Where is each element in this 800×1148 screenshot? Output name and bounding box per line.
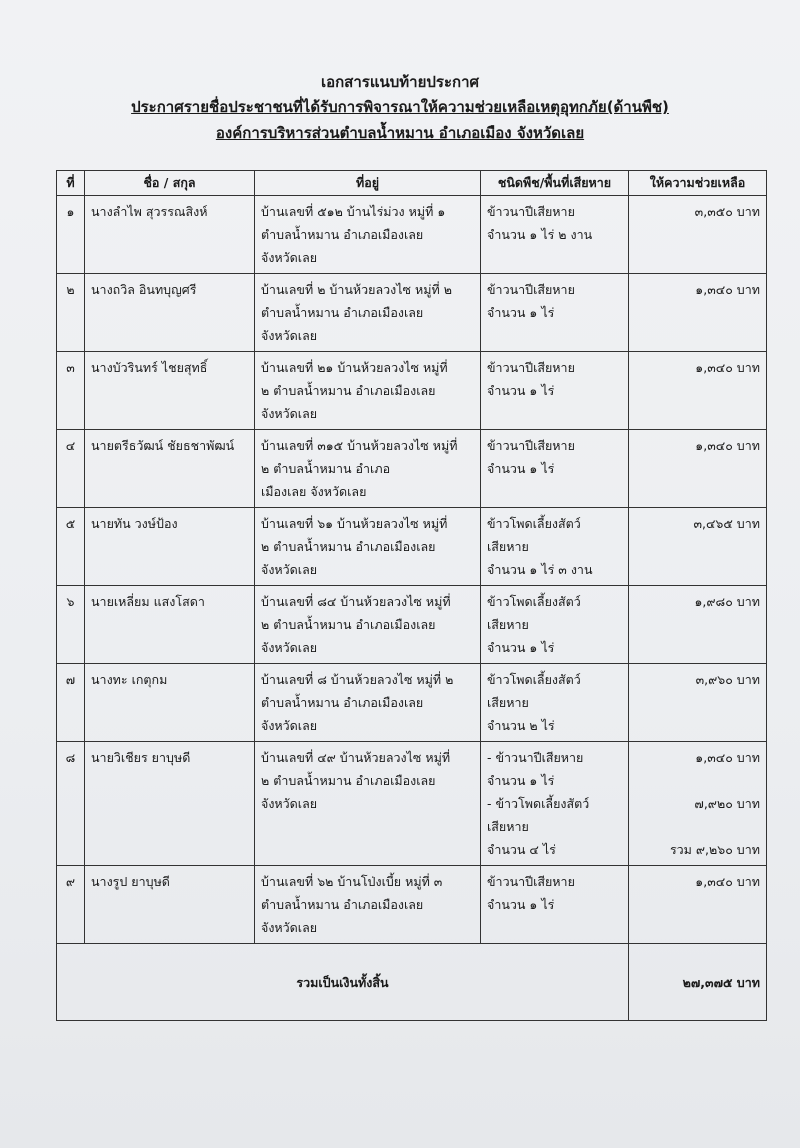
amount-cell: [629, 196, 767, 274]
damage-cell: [481, 742, 629, 866]
total-amount: ๒๗,๓๗๕ บาท: [629, 944, 767, 1021]
damage-line: จำนวน ๑ ไร่: [487, 305, 555, 320]
address-line: ๒ ตำบลน้ำหมาน อำเภอ: [261, 461, 391, 476]
damage-line: ข้าวโพดเลี้ยงสัตว์: [487, 672, 581, 687]
table-row: [57, 586, 767, 664]
address-line: บ้านเลขที่ ๒ บ้านห้วยลวงไซ หมู่ที่ ๒: [261, 282, 452, 297]
amount-value: ๓,๓๕๐ บาท: [694, 204, 760, 219]
amount-value: รวม ๙,๒๖๐ บาท: [669, 842, 760, 857]
total-label: รวมเป็นเงินทั้งสิ้น: [57, 944, 629, 1021]
amount-cell: [629, 352, 767, 430]
announcement-title: ประกาศรายชื่อประชาชนที่ได้รับการพิจารณาให้ความช่วยเหลือเหตุอุทกภัย(ด้านพืช): [131, 98, 669, 116]
damage-cell: [481, 664, 629, 742]
damage-cell: [481, 352, 629, 430]
damage-line: ข้าวนาปีเสียหาย: [487, 438, 575, 453]
address-line: ๒ ตำบลน้ำหมาน อำเภอเมืองเลย: [261, 383, 436, 398]
amount-value: [635, 769, 760, 792]
damage-cell: [481, 430, 629, 508]
damage-line: - ข้าวโพดเลี้ยงสัตว์: [487, 796, 590, 811]
damage-line: ข้าวโพดเลี้ยงสัตว์: [487, 594, 581, 609]
address-line: จังหวัดเลย: [261, 328, 318, 343]
damage-line: ข้าวนาปีเสียหาย: [487, 874, 575, 889]
damage-line: เสียหาย: [487, 819, 529, 834]
damage-line: เสียหาย: [487, 539, 529, 554]
damage-line: จำนวน ๑ ไร่: [487, 383, 555, 398]
table-row: [57, 664, 767, 742]
damage-cell: [481, 274, 629, 352]
amount-cell: [629, 664, 767, 742]
col-header-name: ชื่อ / สกุล: [85, 171, 255, 196]
damage-line: จำนวน ๑ ไร่ ๒ งาน: [487, 227, 593, 242]
address-line: ตำบลน้ำหมาน อำเภอเมืองเลย: [261, 897, 424, 912]
damage-line: จำนวน ๔ ไร่: [487, 842, 556, 857]
address-cell: [255, 430, 481, 508]
table-body: [57, 196, 767, 944]
row-number: ๓: [57, 352, 85, 430]
damage-cell: [481, 196, 629, 274]
table-header-row: [57, 171, 767, 196]
damage-line: จำนวน ๒ ไร่: [487, 718, 555, 733]
damage-line: เสียหาย: [487, 617, 529, 632]
table-row: [57, 508, 767, 586]
amount-value: ๓,๙๖๐ บาท: [695, 672, 760, 687]
address-line: ๒ ตำบลน้ำหมาน อำเภอเมืองเลย: [261, 539, 436, 554]
address-cell: [255, 352, 481, 430]
address-cell: [255, 586, 481, 664]
damage-line: จำนวน ๑ ไร่ ๓ งาน: [487, 562, 593, 577]
amount-value: ๓,๔๖๕ บาท: [693, 516, 760, 531]
col-header-damage: ชนิดพืช/พื้นที่เสียหาย: [481, 171, 629, 196]
amount-cell: [629, 866, 767, 944]
address-line: จังหวัดเลย: [261, 562, 318, 577]
address-line: จังหวัดเลย: [261, 718, 318, 733]
address-line: บ้านเลขที่ ๓๑๕ บ้านห้วยลวงไซ หมู่ที่: [261, 438, 458, 453]
document-heading: เอกสารแนบท้ายประกาศ: [320, 73, 480, 91]
table-row: [57, 196, 767, 274]
amount-value: ๑,๓๔๐ บาท: [695, 282, 760, 297]
address-line: จังหวัดเลย: [261, 920, 318, 935]
total-row: [57, 944, 767, 1021]
table-row: [57, 866, 767, 944]
damage-line: จำนวน ๑ ไร่: [487, 461, 555, 476]
row-number: ๘: [57, 742, 85, 866]
address-cell: [255, 274, 481, 352]
address-line: ตำบลน้ำหมาน อำเภอเมืองเลย: [261, 227, 424, 242]
address-cell: [255, 866, 481, 944]
table-row: [57, 274, 767, 352]
col-header-address: ที่อยู่: [255, 171, 481, 196]
amount-cell: [629, 586, 767, 664]
address-line: จังหวัดเลย: [261, 640, 318, 655]
person-name: นางรูป ยาบุษดี: [85, 866, 255, 944]
col-header-amount: ให้ความช่วยเหลือ: [629, 171, 767, 196]
address-cell: [255, 196, 481, 274]
address-line: บ้านเลขที่ ๕๑๒ บ้านไร่ม่วง หมู่ที่ ๑: [261, 204, 446, 219]
amount-value: ๗,๙๒๐ บาท: [694, 796, 760, 811]
address-line: จังหวัดเลย: [261, 796, 318, 811]
amount-value: ๑,๙๘๐ บาท: [694, 594, 760, 609]
address-line: บ้านเลขที่ ๖๑ บ้านห้วยลวงไซ หมู่ที่: [261, 516, 448, 531]
amount-value: [635, 815, 760, 838]
row-number: ๑: [57, 196, 85, 274]
address-line: จังหวัดเลย: [261, 406, 318, 421]
row-number: ๖: [57, 586, 85, 664]
damage-line: ข้าวนาปีเสียหาย: [487, 360, 575, 375]
row-number: ๒: [57, 274, 85, 352]
amount-cell: [629, 742, 767, 866]
damage-line: ข้าวโพดเลี้ยงสัตว์: [487, 516, 581, 531]
damage-cell: [481, 508, 629, 586]
address-line: จังหวัดเลย: [261, 250, 318, 265]
amount-cell: [629, 274, 767, 352]
amount-cell: [629, 430, 767, 508]
amount-value: ๑,๓๔๐ บาท: [695, 750, 760, 765]
amount-value: ๑,๓๔๐ บาท: [695, 874, 760, 889]
address-line: ตำบลน้ำหมาน อำเภอเมืองเลย: [261, 695, 424, 710]
amount-value: ๑,๓๔๐ บาท: [695, 438, 760, 453]
person-name: นายเหลี่ยม แสงโสดา: [85, 586, 255, 664]
address-cell: [255, 664, 481, 742]
damage-line: จำนวน ๑ ไร่: [487, 773, 555, 788]
damage-line: ข้าวนาปีเสียหาย: [487, 282, 575, 297]
person-name: นายทัน วงษ์ป้อง: [85, 508, 255, 586]
table-row: [57, 352, 767, 430]
person-name: นางลำไพ สุวรรณสิงห์: [85, 196, 255, 274]
table-row: [57, 742, 767, 866]
person-name: นางบัวรินทร์ ไชยสุทธิ์: [85, 352, 255, 430]
address-line: บ้านเลขที่ ๘๔ บ้านห้วยลวงไซ หมู่ที่: [261, 594, 451, 609]
damage-line: จำนวน ๑ ไร่: [487, 897, 555, 912]
amount-value: ๑,๓๔๐ บาท: [695, 360, 760, 375]
address-cell: [255, 742, 481, 866]
address-line: ๒ ตำบลน้ำหมาน อำเภอเมืองเลย: [261, 617, 436, 632]
organization-title: องค์การบริหารส่วนตำบลน้ำหมาน อำเภอเมือง จังหวัดเลย: [215, 124, 585, 142]
damage-line: เสียหาย: [487, 695, 529, 710]
damage-cell: [481, 866, 629, 944]
row-number: ๔: [57, 430, 85, 508]
row-number: ๙: [57, 866, 85, 944]
person-name: นายตรีธวัฒน์ ชัยธชาพัฒน์: [85, 430, 255, 508]
address-line: ตำบลน้ำหมาน อำเภอเมืองเลย: [261, 305, 424, 320]
row-number: ๕: [57, 508, 85, 586]
row-number: ๗: [57, 664, 85, 742]
address-cell: [255, 508, 481, 586]
person-name: นางทะ เกตุกม: [85, 664, 255, 742]
address-line: บ้านเลขที่ ๖๒ บ้านโป่งเบี้ย หมู่ที่ ๓: [261, 874, 443, 889]
assistance-table: [56, 170, 767, 1021]
amount-cell: [629, 508, 767, 586]
damage-line: - ข้าวนาปีเสียหาย: [487, 750, 584, 765]
person-name: นายวิเชียร ยาบุษดี: [85, 742, 255, 866]
address-line: บ้านเลขที่ ๘ บ้านห้วยลวงไซ หมู่ที่ ๒: [261, 672, 454, 687]
address-line: ๒ ตำบลน้ำหมาน อำเภอเมืองเลย: [261, 773, 436, 788]
col-header-no: ที่: [57, 171, 85, 196]
address-line: เมืองเลย จังหวัดเลย: [261, 484, 367, 499]
damage-cell: [481, 586, 629, 664]
address-line: บ้านเลขที่ ๔๙ บ้านห้วยลวงไซ หมู่ที่: [261, 750, 451, 765]
person-name: นางถวิล อินทบุญศรี: [85, 274, 255, 352]
damage-line: ข้าวนาปีเสียหาย: [487, 204, 575, 219]
table-row: [57, 430, 767, 508]
address-line: บ้านเลขที่ ๒๑ บ้านห้วยลวงไซ หมู่ที่: [261, 360, 448, 375]
damage-line: จำนวน ๑ ไร่: [487, 640, 555, 655]
